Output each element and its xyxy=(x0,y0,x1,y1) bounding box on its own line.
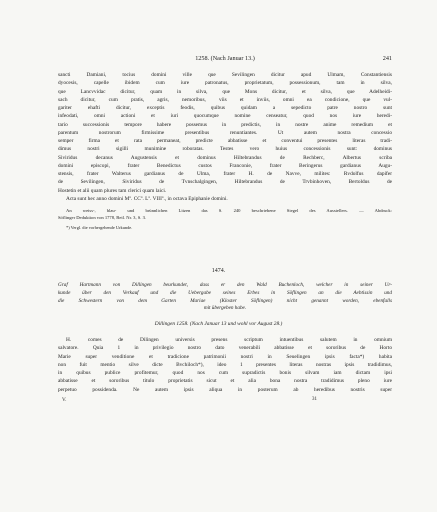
text-line: de Sevilingen, Siviridus de Tvnschalgingen, Hiltebrandus de Trvbinhoven, Bertoldus de xyxy=(58,179,392,186)
regest-summary xyxy=(58,282,392,313)
document-number: 1474. xyxy=(211,268,226,274)
text-line: infeodati, omni actioni et iuri quocumque nomine censeatur, quod nos iure heredi- xyxy=(58,113,392,120)
running-header xyxy=(58,54,392,64)
note-line: Söflinger Deduktion von 1778, Beil. Nr. 3, S. 3. xyxy=(58,215,147,220)
text-line: Marie super venditione et tradicione patrimonii nostri in Seuelingen ipsis facta*) habita xyxy=(58,353,392,360)
regest-line: mit übergeben habe. xyxy=(203,305,247,312)
text-line: que Lancvvidac dicitur, quam in silva, que Mons dicitur, et silva, que Adelheidi- xyxy=(58,88,392,95)
text-line: salvatore. Quia 1 in privilegio nostro dato venerabili abbatisse et sororibus de Horto xyxy=(58,345,392,352)
text-line: Acta sunt hec anno domini Mº. CCº. Lº. VIIIº., in octava Epiphanie domini. xyxy=(66,195,228,202)
regest-line: die Schwestern von dem Garten Mariae (Kloster Söflingen) nicht genannt worden, ebenfalls xyxy=(58,297,392,304)
text-line: abbatisse et sororibus titulo proprietatis sicut et alia bona nostra tradidimus pleno iure xyxy=(58,378,392,385)
text-line: parentum nostrorum firmissime presentibus renuntiantes. Ut autem nostra concessio xyxy=(58,129,392,136)
seal-note xyxy=(58,207,392,221)
dateline: Dillingen 1258. (Nach Januar 13 und wohl vor August 28.) xyxy=(154,321,283,327)
text-line: Hostetin et alii quam plures tam clerici quam laici. xyxy=(58,187,167,194)
text-line: domini episcopi, frater Benedictus custos Franconie, frater Beringerus gardianus Augu- xyxy=(58,162,392,169)
signature-mark: V. xyxy=(62,397,67,403)
text-line: sach dicitur, cum pratis, agris, nemoribus, viis et inviis, omni ea condicione, que vul- xyxy=(58,96,392,103)
text-line: gariter ehafti dicitur, exceptis feodis, quibus quidam a sepedicto patre nostro sunt xyxy=(58,105,392,111)
text-line: dyocesis, capelle ibidem cum iure patronatus, proprietatum, possessionum, tam in silva, xyxy=(58,80,392,87)
text-line: sancti Damiani, tocius domini ville que Sevilingen dicitur apud Ulmam, Constantiensis xyxy=(58,72,392,78)
regest-line: Graf Hartmann von Dillingen beurkundet, dass er den Wald Buchenloch, welcher in seiner Ur- xyxy=(58,282,392,288)
text-line: non fuit mentio silve dicte Bvchiloch*), ideo 1 presentes literas nostras ipsis tradidimus, xyxy=(58,361,392,368)
page-number: 241 xyxy=(382,55,392,62)
text-line: semper firma et rata permaneat, predicte abbatisse et conventui presentes literas tradi- xyxy=(58,138,392,144)
charter-text-continued xyxy=(58,71,392,203)
charter-text xyxy=(58,336,392,394)
text-line: tario successionis tempore habere possemus in predictis, in nostre anime remedium et xyxy=(58,121,392,128)
footnote: *) Vergl. die vorhergehende Urkunde. xyxy=(66,225,133,230)
text-line: stensis, frater Walterus gardianus de Ulma, frater H. de Navve, milites: Rvdolfus dapifer xyxy=(58,171,392,177)
text-line: in quibus publice profitemur, quod nos cum supradictis bonis silvam iam dictam ipsi xyxy=(58,370,392,376)
regest-line: kunde über den Verkauf und die Uebergabe seines Erbes in Söflingen an die Aebtissin und xyxy=(58,289,392,296)
text-line: dimus nostri sigilli munimine roboratas. Testes vero huius concessionis sunt: dominus xyxy=(58,146,392,153)
text-line: perpetuo possidenda. Ne autem ipsis aliqua in posterum ab heredibus nostris super xyxy=(58,386,392,393)
sheet-number: 31 xyxy=(312,397,317,402)
note-line: An weiss-, blau- und brünnlichen Litzen das S. 240 beschriebene Siegel des Ausstellers. — Abdruck: xyxy=(66,208,392,213)
text-line: H. comes de Dilingen universis presens scriptum intuentibus salutem in omnium xyxy=(66,337,392,343)
header-date: 1258. (Nach Januar 13.) xyxy=(195,55,255,62)
text-line: Siviridus decanus Augustensis et dominus Hiltebrandus de Rechberc, Albertus scriba xyxy=(58,154,392,161)
